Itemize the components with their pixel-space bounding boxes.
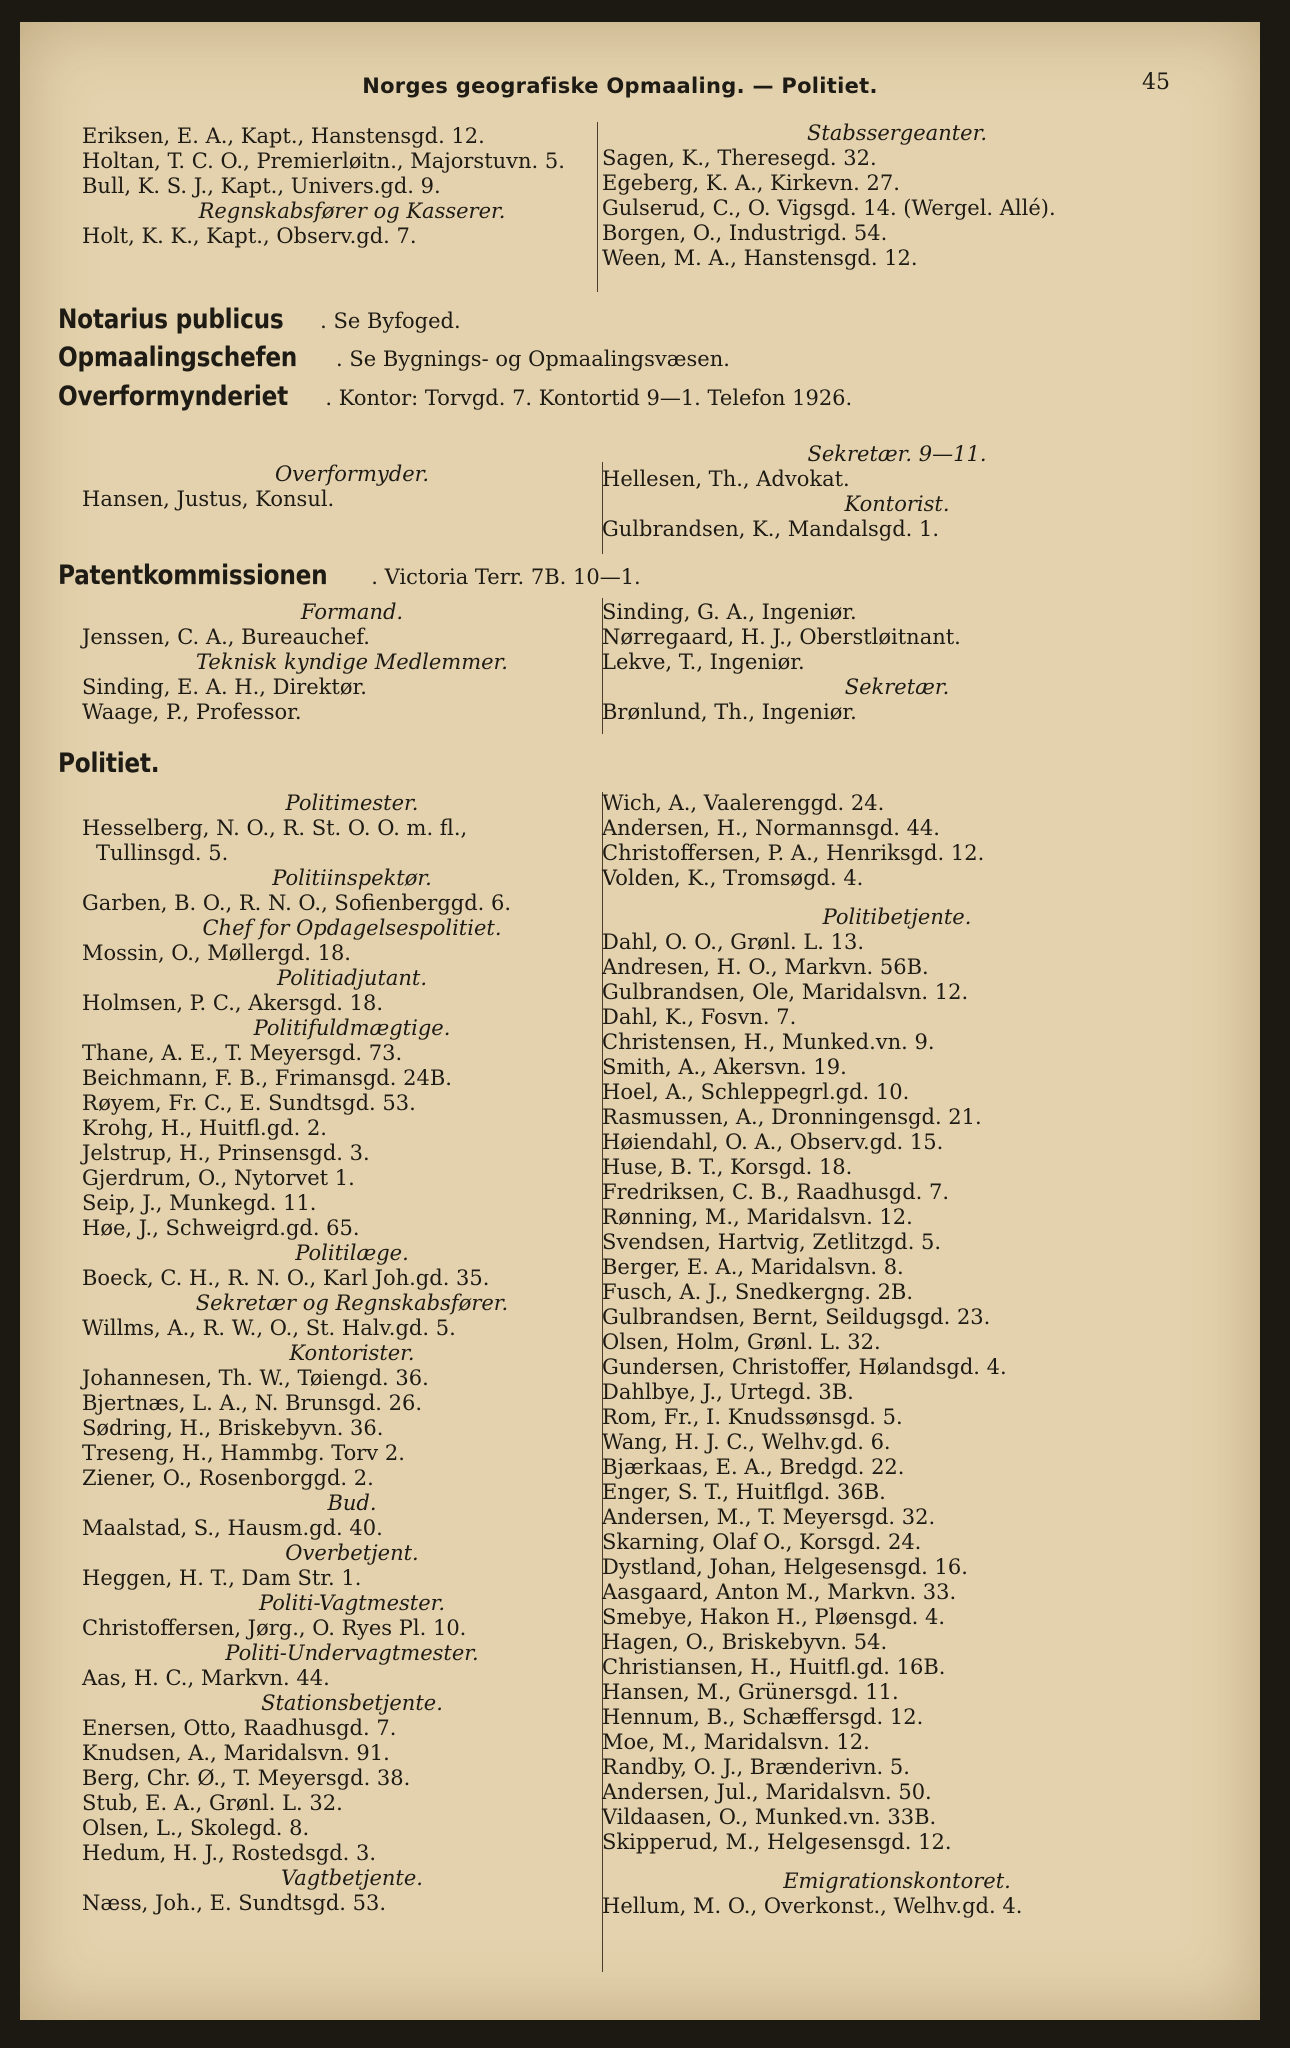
entry-line: Sagen, K., Theresegd. 32.	[602, 146, 877, 170]
section-heading: Patentkommissionen	[58, 560, 328, 591]
subheading: Politiinspektør.	[272, 866, 432, 890]
page-number: 45	[1142, 70, 1170, 95]
entry-line: Olsen, L., Skolegd. 8.	[82, 1816, 310, 1840]
entry-line: Knudsen, A., Maridalsvn. 91.	[82, 1741, 390, 1765]
overformynderiet-right	[602, 442, 1192, 542]
entry-line: Andersen, M., T. Meyersgd. 32.	[602, 1505, 936, 1529]
entry-line: Sinding, G. A., Ingeniør.	[602, 600, 857, 624]
entry-line: Andersen, H., Normannsgd. 44.	[602, 816, 940, 840]
entry-line: Thane, A. E., T. Meyersgd. 73.	[82, 1041, 403, 1065]
entry-line: Smebye, Hakon H., Pløensgd. 4.	[602, 1605, 946, 1629]
entry-line: Wich, A., Vaalerenggd. 24.	[602, 791, 885, 815]
subheading: Stabssergeanter.	[807, 121, 987, 145]
entry-line: Svendsen, Hartvig, Zetlitzgd. 5.	[602, 1230, 942, 1254]
entry-line: Jenssen, C. A., Bureauchef.	[82, 625, 370, 649]
entry-line: Næss, Joh., E. Sundtsgd. 53.	[82, 1891, 387, 1915]
politiet-right	[602, 791, 1192, 1919]
entry-line: Rasmussen, A., Dronningensgd. 21.	[602, 1105, 982, 1129]
entry-line: Brønlund, Th., Ingeniør.	[602, 700, 857, 724]
entry-line: Gulbrandsen, Ole, Maridalsvn. 12.	[602, 980, 969, 1004]
subheading: Sekretær og Regnskabsfører.	[195, 1291, 509, 1315]
entry-line: Gulbrandsen, K., Mandalsgd. 1.	[602, 517, 940, 541]
entry-line: Egeberg, K. A., Kirkevn. 27.	[602, 171, 900, 195]
entry-line: Tullinsgd. 5.	[96, 841, 229, 865]
entry-line: Moe, M., Maridalsvn. 12.	[602, 1730, 870, 1754]
subheading: Sekretær. 9—11.	[807, 442, 987, 466]
spacer	[602, 891, 1192, 905]
entry-line: Wang, H. J. C., Welhv.gd. 6.	[602, 1430, 891, 1454]
section-heading: Opmaalingschefen	[58, 342, 298, 373]
entry-line: Bull, K. S. J., Kapt., Univers.gd. 9.	[82, 174, 441, 198]
page	[20, 22, 1260, 2020]
entry-line: Gundersen, Christoffer, Hølandsgd. 4.	[602, 1355, 1007, 1379]
entry-line: Boeck, C. H., R. N. O., Karl Joh.gd. 35.	[82, 1266, 490, 1290]
subheading: Kontorist.	[844, 492, 950, 516]
entry-line: Dahl, O. O., Grønl. L. 13.	[602, 930, 865, 954]
entry-line: Aasgaard, Anton M., Markvn. 33.	[602, 1580, 957, 1604]
entry-line: Gjerdrum, O., Nytorvet 1.	[82, 1166, 355, 1190]
entry-line: Volden, K., Tromsøgd. 4.	[602, 866, 864, 890]
entry-line: Randby, O. J., Brænderivn. 5.	[602, 1755, 910, 1779]
entry-line: Aas, H. C., Markvn. 44.	[82, 1666, 330, 1690]
running-header	[20, 74, 1260, 98]
section-heading: Overformynderiet	[58, 381, 288, 412]
entry-line: Hansen, Justus, Konsul.	[82, 487, 335, 511]
entry-line: Rønning, M., Maridalsvn. 12.	[602, 1205, 913, 1229]
entry-line: Bjærkaas, E. A., Bredgd. 22.	[602, 1455, 905, 1479]
entry-line: Fusch, A. J., Snedkergng. 2B.	[602, 1280, 914, 1304]
section-heading: Politiet.	[58, 748, 160, 779]
entry-line: Enersen, Otto, Raadhusgd. 7.	[82, 1716, 397, 1740]
subheading: Overbetjent.	[285, 1541, 419, 1565]
entry-line: Eriksen, E. A., Kapt., Hanstensgd. 12.	[82, 124, 485, 148]
entry-line: Berger, E. A., Maridalsvn. 8.	[602, 1255, 904, 1279]
entry-line: Gulbrandsen, Bernt, Seildugsgd. 23.	[602, 1305, 991, 1329]
subheading: Bud.	[327, 1491, 377, 1515]
subheading: Vagtbetjente.	[281, 1866, 423, 1890]
section-overformynderiet	[58, 381, 852, 412]
subheading: Sekretær.	[844, 675, 950, 699]
column-divider	[597, 122, 598, 292]
entry-line: Sødring, H., Briskebyvn. 36.	[82, 1416, 384, 1440]
entry-line: Bjertnæs, L. A., N. Brunsgd. 26.	[82, 1391, 423, 1415]
section-patent	[58, 560, 641, 591]
entry-line: Rom, Fr., I. Knudssønsgd. 5.	[602, 1405, 903, 1429]
entry-line: Andersen, Jul., Maridalsvn. 50.	[602, 1780, 932, 1804]
subheading: Politi-Vagtmester.	[258, 1591, 446, 1615]
entry-line: Hellum, M. O., Overkonst., Welhv.gd. 4.	[602, 1894, 1023, 1918]
patent-right	[602, 600, 1192, 725]
entry-line: Ween, M. A., Hanstensgd. 12.	[602, 246, 918, 270]
entry-line: Jelstrup, H., Prinsensgd. 3.	[82, 1141, 370, 1165]
entry-line: Hagen, O., Briskebyvn. 54.	[602, 1630, 888, 1654]
entry-line: Dystland, Johan, Helgesensgd. 16.	[602, 1555, 968, 1579]
entry-line: Heggen, H. T., Dam Str. 1.	[82, 1566, 362, 1590]
entry-line: Christensen, H., Munked.vn. 9.	[602, 1030, 935, 1054]
section-opmaaling	[58, 342, 730, 373]
entry-line: Andresen, H. O., Markvn. 56B.	[602, 955, 929, 979]
entry-line: Waage, P., Professor.	[82, 700, 302, 724]
entry-line: Christoffersen, P. A., Henriksgd. 12.	[602, 841, 985, 865]
entry-line: Skipperud, M., Helgesensgd. 12.	[602, 1830, 952, 1854]
subheading: Politimester.	[285, 791, 419, 815]
entry-line: Christoffersen, Jørg., O. Ryes Pl. 10.	[82, 1616, 467, 1640]
entry-line: Lekve, T., Ingeniør.	[602, 650, 805, 674]
entry-line: Hennum, B., Schæffersgd. 12.	[602, 1705, 924, 1729]
entry-line: Enger, S. T., Huitflgd. 36B.	[602, 1480, 886, 1504]
section-text: . Kontor: Torvgd. 7. Kontortid 9—1. Telefon 1926.	[325, 386, 853, 410]
entry-line: Holtan, T. C. O., Premierløitn., Majorstuvn. 5.	[82, 149, 565, 173]
top-right-column	[602, 121, 1192, 271]
entry-line: Garben, B. O., R. N. O., Sofienberggd. 6.	[82, 891, 512, 915]
entry-line: Holt, K. K., Kapt., Observ.gd. 7.	[82, 224, 417, 248]
subheading: Politilæge.	[295, 1241, 409, 1265]
entry-line: Willms, A., R. W., O., St. Halv.gd. 5.	[82, 1316, 456, 1340]
patent-left	[82, 600, 622, 725]
entry-line: Høiendahl, O. A., Observ.gd. 15.	[602, 1130, 944, 1154]
entry-line: Skarning, Olaf O., Korsgd. 24.	[602, 1530, 922, 1554]
entry-line: Hellesen, Th., Advokat.	[602, 467, 850, 491]
entry-line: Høe, J., Schweigrd.gd. 65.	[82, 1216, 360, 1240]
page-title: Norges geografiske Opmaaling. — Politiet.	[362, 74, 878, 98]
subheading: Teknisk kyndige Medlemmer.	[196, 650, 508, 674]
entry-line: Seip, J., Munkegd. 11.	[82, 1191, 317, 1215]
entry-line: Hedum, H. J., Rostedsgd. 3.	[82, 1841, 377, 1865]
entry-line: Sinding, E. A. H., Direktør.	[82, 675, 367, 699]
subheading: Emigrationskontoret.	[783, 1869, 1011, 1893]
entry-line: Treseng, H., Hammbg. Torv 2.	[82, 1441, 405, 1465]
entry-line: Dahlbye, J., Urtegd. 3B.	[602, 1380, 854, 1404]
overformynderiet-left	[82, 462, 622, 512]
entry-line: Hesselberg, N. O., R. St. O. O. m. fl.,	[82, 816, 468, 840]
entry-line: Holmsen, P. C., Akersgd. 18.	[82, 991, 384, 1015]
entry-line: Gulserud, C., O. Vigsgd. 14. (Wergel. Allé).	[602, 196, 1056, 220]
entry-line: Borgen, O., Industrigd. 54.	[602, 221, 888, 245]
subheading: Politi-Undervagtmester.	[225, 1641, 479, 1665]
entry-line: Christiansen, H., Huitfl.gd. 16B.	[602, 1655, 946, 1679]
section-politiet	[58, 748, 176, 779]
section-text: . Se Bygnings- og Opmaalingsvæsen.	[336, 347, 730, 371]
entry-line: Berg, Chr. Ø., T. Meyersgd. 38.	[82, 1766, 411, 1790]
entry-line: Dahl, K., Fosvn. 7.	[602, 1005, 797, 1029]
entry-line: Huse, B. T., Korsgd. 18.	[602, 1155, 853, 1179]
section-heading: Notarius publicus	[58, 304, 284, 335]
subheading: Overformyder.	[274, 462, 430, 486]
entry-line: Ziener, O., Rosenborggd. 2.	[82, 1466, 374, 1490]
spacer	[602, 1855, 1192, 1869]
entry-line: Stub, E. A., Grønl. L. 32.	[82, 1791, 343, 1815]
politiet-left	[82, 791, 622, 1916]
entry-line: Nørregaard, H. J., Oberstløitnant.	[602, 625, 961, 649]
section-notarius	[58, 304, 461, 335]
entry-line: Smith, A., Akersvn. 19.	[602, 1055, 847, 1079]
entry-line: Johannesen, Th. W., Tøiengd. 36.	[82, 1366, 429, 1390]
entry-line: Maalstad, S., Hausm.gd. 40.	[82, 1516, 383, 1540]
subheading: Regnskabsfører og Kasserer.	[198, 199, 506, 223]
entry-line: Krohg, H., Huitfl.gd. 2.	[82, 1116, 327, 1140]
subheading: Politibetjente.	[822, 905, 972, 929]
entry-line: Hoel, A., Schleppegrl.gd. 10.	[602, 1080, 910, 1104]
section-text: . Victoria Terr. 7B. 10—1.	[371, 565, 641, 589]
entry-line: Hansen, M., Grünersgd. 11.	[602, 1680, 899, 1704]
entry-line: Olsen, Holm, Grønl. L. 32.	[602, 1330, 881, 1354]
top-left-column	[82, 124, 622, 249]
subheading: Politifuldmægtige.	[253, 1016, 451, 1040]
entry-line: Mossin, O., Møllergd. 18.	[82, 941, 351, 965]
subheading: Kontorister.	[289, 1341, 415, 1365]
entry-line: Beichmann, F. B., Frimansgd. 24B.	[82, 1066, 452, 1090]
subheading: Stationsbetjente.	[261, 1691, 443, 1715]
entry-line: Vildaasen, O., Munked.vn. 33B.	[602, 1805, 937, 1829]
entry-line: Røyem, Fr. C., E. Sundtsgd. 53.	[82, 1091, 416, 1115]
section-text: . Se Byfoged.	[320, 309, 461, 333]
subheading: Formand.	[300, 600, 404, 624]
subheading: Chef for Opdagelsespolitiet.	[202, 916, 502, 940]
entry-line: Fredriksen, C. B., Raadhusgd. 7.	[602, 1180, 950, 1204]
subheading: Politiadjutant.	[276, 966, 428, 990]
